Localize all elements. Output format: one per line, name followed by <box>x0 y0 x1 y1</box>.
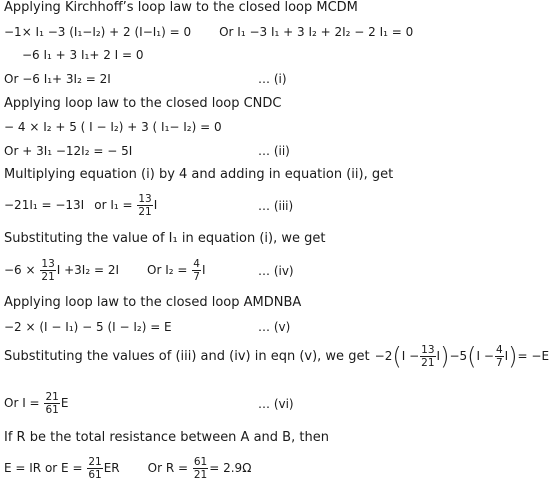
equation-mcdm <box>4 25 413 39</box>
fraction-13-21: $\frac{13}{21}$ <box>421 344 435 369</box>
heading-cndc: Applying loop law to the closed loop CNDC <box>4 96 282 111</box>
equation-iii-right: or I₁ = <box>94 198 133 212</box>
equation-substituted: −2(I − $\frac{13}{21}$ I)−5(I − $\frac{4}{7}$ I)= −E <box>374 342 549 371</box>
equation-iii-left: −21I₁ = −13I <box>4 198 85 212</box>
fraction-21-61: $\frac{21}{61}$ <box>88 456 102 481</box>
equation-ref-iv: … (iv) <box>258 264 294 278</box>
equation-ref-v: … (v) <box>258 320 291 334</box>
heading-amdnba: Applying loop law to the closed loop AMDNBA <box>4 295 302 310</box>
equation-iv: −6 × $\frac{13}{21}$ I +3I₂ = 2I Or I₂ = $\frac{4}{7}$ I <box>4 258 206 283</box>
equation-ii: Or + 3I₁ −12I₂ = − 5I <box>4 144 133 158</box>
equation-mcdm-left: −1× I₁ −3 (I₁−I₂) + 2 (I−I₁) = 0 <box>4 25 192 39</box>
equation-ref-iii: … (iii) <box>258 199 294 213</box>
equation-cndc: − 4 × I₂ + 5 ( I − I₂) + 3 ( I₁− I₂) = 0 <box>4 120 222 134</box>
heading-mcdm: Applying Kirchhoff’s loop law to the closed loop MCDM <box>4 0 358 15</box>
heading-total-resistance: If R be the total resistance between A and B, then <box>4 430 329 445</box>
equation-v: −2 × (I − I₁) − 5 (I − I₂) = E <box>4 320 172 334</box>
heading-multiplying: Multiplying equation (i) by 4 and adding in equation (ii), get <box>4 167 394 182</box>
equation-i: Or −6 I₁+ 3I₂ = 2I <box>4 72 111 86</box>
equation-ref-vi: … (vi) <box>258 397 294 411</box>
equation-mcdm-right: Or I₁ −3 I₁ + 3 I₂ + 2I₂ − 2 I₁ = 0 <box>219 25 414 39</box>
fraction-61-21: $\frac{61}{21}$ <box>193 456 208 481</box>
equation-ref-ii: … (ii) <box>258 144 290 158</box>
heading-substituting-i1: Substituting the value of I₁ in equation (i), we get <box>4 231 326 246</box>
heading-substituting-values: Substituting the values of (iii) and (iv) in eqn (v), we get <box>4 349 370 364</box>
substitution-line <box>4 344 549 369</box>
fraction-13-21: $\frac{13}{21}$ <box>41 258 55 283</box>
equation-mcdm-simplified: −6 I₁ + 3 I₁+ 2 I = 0 <box>22 48 144 62</box>
fraction-21-61: $\frac{21}{61}$ <box>45 391 59 416</box>
fraction-13-21: $\frac{13}{21}$ <box>138 193 152 218</box>
equation-vi: Or I = $\frac{21}{61}$ E <box>4 391 69 416</box>
fraction-4-7: $\frac{4}{7}$ <box>193 258 200 283</box>
fraction-4-7: $\frac{4}{7}$ <box>495 344 503 369</box>
equation-ref-i: … (i) <box>258 72 287 86</box>
equation-resistance: E = IR or E = $\frac{21}{61}$ ER Or R = $\frac{61}{21}$ = 2.9Ω <box>4 456 252 481</box>
equation-iii: −21I₁ = −13I or I₁ = $\frac{13}{21}$ I <box>4 193 158 218</box>
